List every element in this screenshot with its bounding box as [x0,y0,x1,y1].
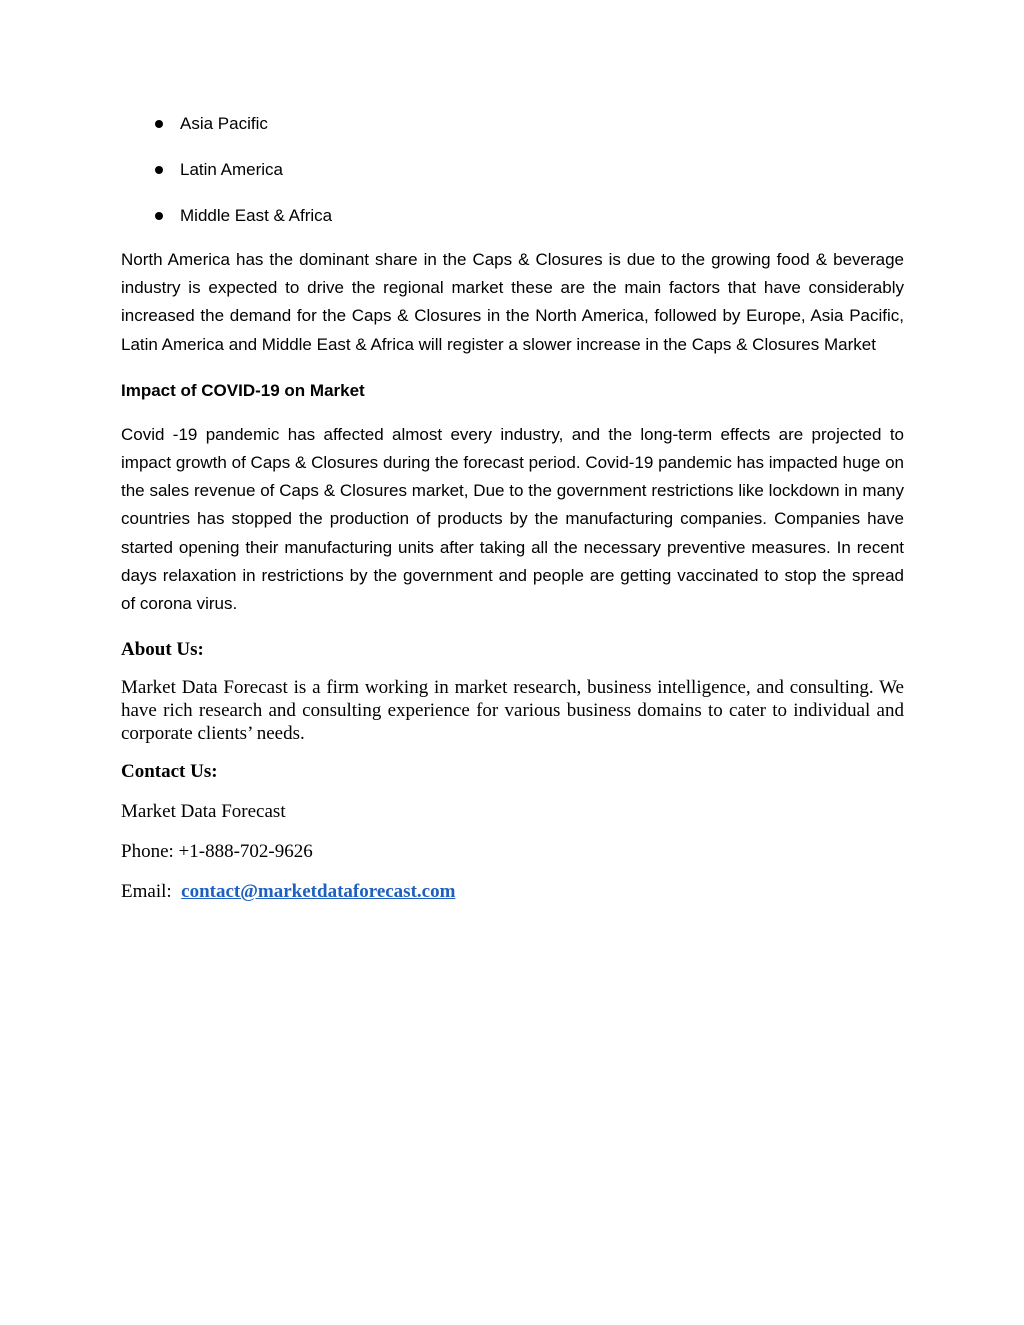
bullet-icon [155,120,163,128]
region-label: Asia Pacific [180,114,268,133]
contact-phone: Phone: +1-888-702-9626 [121,841,313,863]
bullet-icon [155,166,163,174]
about-paragraph: Market Data Forecast is a firm working in market research, business intelligence, and consulting. We have rich research and consulting experience for various business domains to cater to individual and corporate clients’ needs. [121,677,904,745]
list-item [121,204,904,228]
region-label: Latin America [180,160,283,179]
email-label: Email: [121,881,172,903]
covid-heading: Impact of COVID-19 on Market [121,380,365,400]
email-link[interactable]: contact@marketdataforecast.com [181,881,456,903]
about-heading: About Us: [121,639,204,661]
north-america-paragraph: North America has the dominant share in the Caps & Closures is due to the growing food & beverage industry is expected to drive the regional market these are the main factors that have considerably increased the demand for the Caps & Closures in the North America, followed by Europe, Asia Pacific, Latin America and Middle East & Africa will register a slower increase in the Caps & Closures Market [121,250,904,354]
contact-company: Market Data Forecast [121,801,286,823]
covid-paragraph: Covid -19 pandemic has affected almost every industry, and the long-term effects are projected to impact growth of Caps & Closures during the forecast period. Covid-19 pandemic has impacted huge on the sales revenue of Caps & Closures market, Due to the government restrictions like lockdown in many countries has stopped the production of products by the manufacturing companies. Companies have started opening their manufacturing units after taking all the necessary preventive measures. In recent days relaxation in restrictions by the government and people are getting vaccinated to stop the spread of corona virus. [121,424,904,614]
bullet-icon [155,212,163,220]
document-page [121,112,904,904]
contact-heading: Contact Us: [121,761,218,783]
regions-list [121,112,904,228]
list-item [121,158,904,182]
region-label: Middle East & Africa [180,206,333,225]
contact-email-line [121,880,904,904]
list-item [121,112,904,136]
